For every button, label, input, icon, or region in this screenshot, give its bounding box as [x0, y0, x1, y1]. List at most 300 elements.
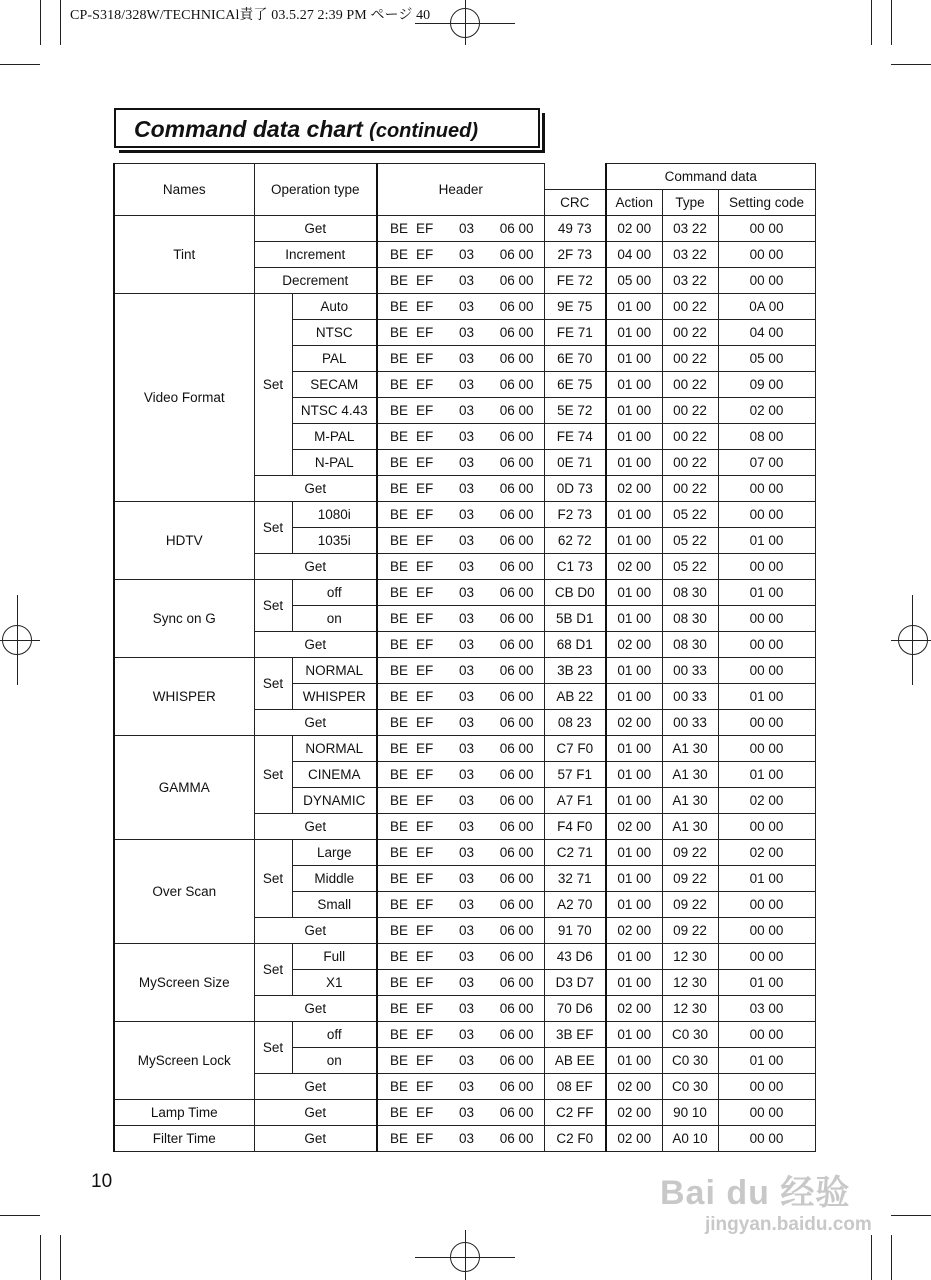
registration-mark [465, 0, 466, 45]
cell-crc: FE 72 [544, 268, 606, 294]
table-row [114, 658, 815, 684]
header-byte: 06 00 [499, 299, 534, 314]
cell-operation: Set [254, 658, 292, 710]
watermark-url: jingyan.baidu.com [705, 1214, 872, 1235]
header-bytes [378, 377, 544, 392]
cell-sub-operation: on [292, 606, 377, 632]
cell-action: 01 00 [606, 892, 662, 918]
header-byte: BE [390, 325, 409, 340]
header-byte-group [390, 403, 433, 418]
header-byte: BE [390, 221, 409, 236]
cell-operation: Decrement [254, 268, 377, 294]
cell-action: 01 00 [606, 1048, 662, 1074]
header-byte: BE [390, 897, 409, 912]
cell-operation: Get [254, 1074, 377, 1100]
cell-type: C0 30 [662, 1074, 718, 1100]
cell-crc: 2F 73 [544, 242, 606, 268]
cell-setting-code: 01 00 [718, 762, 815, 788]
cell-header [377, 320, 544, 346]
cell-crc: AB EE [544, 1048, 606, 1074]
cell-action: 01 00 [606, 944, 662, 970]
registration-mark [17, 595, 18, 685]
cell-type: 00 33 [662, 710, 718, 736]
header-byte: BE [390, 273, 409, 288]
table-row [114, 580, 815, 606]
header-bytes [378, 403, 544, 418]
header-bytes [378, 481, 544, 496]
cell-action: 01 00 [606, 970, 662, 996]
cell-type: 09 22 [662, 840, 718, 866]
cell-header [377, 918, 544, 944]
crop-mark [871, 0, 872, 45]
cell-header [377, 216, 544, 242]
col-command-data: Command data [606, 164, 815, 190]
cell-setting-code: 01 00 [718, 684, 815, 710]
header-byte: 03 [458, 325, 474, 340]
header-byte: EF [416, 403, 434, 418]
header-byte: EF [416, 559, 434, 574]
cell-type: 12 30 [662, 944, 718, 970]
col-operation-type: Operation type [254, 164, 377, 216]
header-byte: BE [390, 689, 409, 704]
header-byte: 06 00 [499, 793, 534, 808]
header-byte: BE [390, 299, 409, 314]
cell-action: 01 00 [606, 320, 662, 346]
header-byte: 03 [458, 689, 474, 704]
cell-header [377, 398, 544, 424]
cell-sub-operation: off [292, 1022, 377, 1048]
cell-crc: FE 71 [544, 320, 606, 346]
header-byte: EF [416, 923, 434, 938]
header-byte: BE [390, 767, 409, 782]
cell-type: A1 30 [662, 736, 718, 762]
header-byte-group [390, 1001, 433, 1016]
header-byte: 06 00 [499, 767, 534, 782]
header-byte: 06 00 [499, 871, 534, 886]
header-byte-group [390, 377, 433, 392]
cell-setting-code: 00 00 [718, 944, 815, 970]
header-bytes [378, 1001, 544, 1016]
cell-type: A0 10 [662, 1126, 718, 1152]
cell-action: 02 00 [606, 1074, 662, 1100]
header-byte: EF [416, 1079, 434, 1094]
cell-operation: Get [254, 814, 377, 840]
cell-action: 01 00 [606, 866, 662, 892]
col-names: Names [114, 164, 254, 216]
cell-type: 03 22 [662, 242, 718, 268]
header-byte: 06 00 [499, 533, 534, 548]
col-type: Type [662, 190, 718, 216]
cell-header [377, 1022, 544, 1048]
header-byte: 03 [458, 949, 474, 964]
cell-type: C0 30 [662, 1022, 718, 1048]
cell-crc: F4 F0 [544, 814, 606, 840]
cell-setting-code: 00 00 [718, 1100, 815, 1126]
cell-header [377, 1100, 544, 1126]
header-bytes [378, 429, 544, 444]
header-byte: 03 [458, 481, 474, 496]
page-number: 10 [91, 1171, 113, 1192]
header-bytes [378, 897, 544, 912]
header-byte-group [390, 299, 433, 314]
header-byte: BE [390, 793, 409, 808]
cell-name: Filter Time [114, 1126, 254, 1152]
cell-operation: Get [254, 554, 377, 580]
header-byte-group [390, 1053, 433, 1068]
cell-crc: 43 D6 [544, 944, 606, 970]
cell-operation: Get [254, 1126, 377, 1152]
header-bytes [378, 819, 544, 834]
header-byte: 03 [458, 299, 474, 314]
cell-setting-code: 00 00 [718, 554, 815, 580]
header-byte: BE [390, 559, 409, 574]
header-bytes [378, 351, 544, 366]
header-bytes [378, 715, 544, 730]
header-byte-group [390, 923, 433, 938]
header-byte: 06 00 [499, 1053, 534, 1068]
header-byte: EF [416, 585, 434, 600]
table-row [114, 840, 815, 866]
header-bytes [378, 1079, 544, 1094]
cell-name: Tint [114, 216, 254, 294]
cell-name: HDTV [114, 502, 254, 580]
cell-setting-code: 00 00 [718, 1126, 815, 1152]
header-bytes [378, 1105, 544, 1120]
header-bytes [378, 793, 544, 808]
header-bytes [378, 1131, 544, 1146]
cell-crc: 5E 72 [544, 398, 606, 424]
cell-sub-operation: N-PAL [292, 450, 377, 476]
cell-action: 02 00 [606, 710, 662, 736]
header-byte-group [390, 689, 433, 704]
cell-header [377, 502, 544, 528]
cell-crc: 0E 71 [544, 450, 606, 476]
cell-type: 09 22 [662, 892, 718, 918]
registration-mark [465, 1230, 466, 1280]
header-byte-group [390, 793, 433, 808]
cell-header [377, 996, 544, 1022]
header-byte: 06 00 [499, 325, 534, 340]
cell-setting-code: 00 00 [718, 918, 815, 944]
cell-operation: Set [254, 502, 292, 554]
crop-mark [60, 0, 61, 45]
cell-action: 02 00 [606, 1100, 662, 1126]
cell-action: 01 00 [606, 398, 662, 424]
header-byte: 06 00 [499, 663, 534, 678]
cell-type: 00 22 [662, 450, 718, 476]
header-byte-group [390, 273, 433, 288]
cell-name: Sync on G [114, 580, 254, 658]
cell-crc: 91 70 [544, 918, 606, 944]
header-byte-group [390, 351, 433, 366]
cell-type: C0 30 [662, 1048, 718, 1074]
header-bytes [378, 247, 544, 262]
cell-type: 12 30 [662, 996, 718, 1022]
header-byte-group [390, 455, 433, 470]
cell-type: 09 22 [662, 918, 718, 944]
header-byte: 06 00 [499, 689, 534, 704]
cell-name: GAMMA [114, 736, 254, 840]
cell-action: 02 00 [606, 476, 662, 502]
cell-type: 00 22 [662, 398, 718, 424]
table-row [114, 1022, 815, 1048]
cell-action: 01 00 [606, 762, 662, 788]
header-byte: 03 [458, 975, 474, 990]
header-byte: 06 00 [499, 1079, 534, 1094]
registration-mark [891, 640, 931, 641]
cell-crc: 70 D6 [544, 996, 606, 1022]
cell-setting-code: 02 00 [718, 788, 815, 814]
table-row [114, 294, 815, 320]
cell-header [377, 1048, 544, 1074]
cell-header [377, 762, 544, 788]
cell-header [377, 840, 544, 866]
header-byte: BE [390, 1131, 409, 1146]
cell-setting-code: 01 00 [718, 1048, 815, 1074]
header-bytes [378, 221, 544, 236]
header-byte: BE [390, 663, 409, 678]
header-byte: BE [390, 507, 409, 522]
header-byte: EF [416, 481, 434, 496]
header-byte-group [390, 1105, 433, 1120]
header-bytes [378, 559, 544, 574]
cell-type: 00 33 [662, 684, 718, 710]
header-byte-group [390, 767, 433, 782]
col-action: Action [606, 190, 662, 216]
header-byte-group [390, 507, 433, 522]
cell-operation: Get [254, 216, 377, 242]
cell-crc: D3 D7 [544, 970, 606, 996]
cell-operation: Get [254, 996, 377, 1022]
cell-crc: FE 74 [544, 424, 606, 450]
cell-crc: C7 F0 [544, 736, 606, 762]
header-byte-group [390, 429, 433, 444]
cell-setting-code: 05 00 [718, 346, 815, 372]
header-byte: 03 [458, 819, 474, 834]
cell-sub-operation: Auto [292, 294, 377, 320]
cell-setting-code: 0A 00 [718, 294, 815, 320]
col-blank [544, 164, 606, 190]
header-byte: 06 00 [499, 897, 534, 912]
header-byte-group [390, 611, 433, 626]
header-bytes [378, 741, 544, 756]
cell-header [377, 684, 544, 710]
header-byte: BE [390, 403, 409, 418]
header-byte-group [390, 481, 433, 496]
header-byte: EF [416, 1131, 434, 1146]
cell-action: 01 00 [606, 658, 662, 684]
header-byte: EF [416, 273, 434, 288]
header-bytes [378, 845, 544, 860]
header-byte: 06 00 [499, 377, 534, 392]
header-byte: 06 00 [499, 429, 534, 444]
header-byte: BE [390, 1027, 409, 1042]
cell-action: 02 00 [606, 216, 662, 242]
header-byte: BE [390, 455, 409, 470]
table-row [114, 1100, 815, 1126]
header-byte: 03 [458, 351, 474, 366]
cell-action: 02 00 [606, 918, 662, 944]
header-byte: EF [416, 533, 434, 548]
cell-sub-operation: on [292, 1048, 377, 1074]
cell-action: 04 00 [606, 242, 662, 268]
header-byte: 03 [458, 793, 474, 808]
cell-operation: Get [254, 1100, 377, 1126]
header-byte: EF [416, 819, 434, 834]
cell-operation: Set [254, 736, 292, 814]
header-bytes [378, 923, 544, 938]
header-byte: 03 [458, 1001, 474, 1016]
cell-header [377, 658, 544, 684]
crop-mark [871, 1235, 872, 1280]
header-byte: 06 00 [499, 507, 534, 522]
cell-sub-operation: M-PAL [292, 424, 377, 450]
header-byte: BE [390, 1001, 409, 1016]
header-byte: EF [416, 377, 434, 392]
crop-mark [0, 1215, 40, 1216]
header-byte: BE [390, 715, 409, 730]
cell-crc: C1 73 [544, 554, 606, 580]
table-row [114, 1126, 815, 1152]
table-row [114, 944, 815, 970]
cell-crc: C2 F0 [544, 1126, 606, 1152]
cell-type: 00 22 [662, 424, 718, 450]
header-byte-group [390, 559, 433, 574]
cell-crc: 68 D1 [544, 632, 606, 658]
cell-action: 02 00 [606, 1126, 662, 1152]
cell-header [377, 554, 544, 580]
cell-operation: Set [254, 580, 292, 632]
header-byte: 03 [458, 585, 474, 600]
cell-sub-operation: X1 [292, 970, 377, 996]
header-byte: 03 [458, 377, 474, 392]
cell-crc: 9E 75 [544, 294, 606, 320]
header-byte: 06 00 [499, 1027, 534, 1042]
header-byte: 06 00 [499, 455, 534, 470]
header-byte: EF [416, 663, 434, 678]
header-byte: 06 00 [499, 1131, 534, 1146]
header-byte: 06 00 [499, 247, 534, 262]
cell-crc: 08 EF [544, 1074, 606, 1100]
header-byte: EF [416, 325, 434, 340]
header-byte-group [390, 975, 433, 990]
header-byte: EF [416, 611, 434, 626]
header-byte: BE [390, 1053, 409, 1068]
cell-header [377, 814, 544, 840]
header-byte: 03 [458, 897, 474, 912]
cell-header [377, 606, 544, 632]
header-byte: 03 [458, 533, 474, 548]
cell-type: 08 30 [662, 606, 718, 632]
header-byte: BE [390, 1079, 409, 1094]
cell-operation: Get [254, 632, 377, 658]
cell-header [377, 346, 544, 372]
header-bytes [378, 637, 544, 652]
cell-setting-code: 00 00 [718, 814, 815, 840]
header-bytes [378, 533, 544, 548]
cell-crc: A7 F1 [544, 788, 606, 814]
header-byte: BE [390, 975, 409, 990]
cell-name: MyScreen Lock [114, 1022, 254, 1100]
cell-type: A1 30 [662, 814, 718, 840]
cell-crc: 6E 70 [544, 346, 606, 372]
header-bytes [378, 767, 544, 782]
header-byte: 03 [458, 923, 474, 938]
cell-crc: A2 70 [544, 892, 606, 918]
header-byte: 03 [458, 1053, 474, 1068]
cell-header [377, 294, 544, 320]
header-byte: 03 [458, 1105, 474, 1120]
cell-crc: C2 71 [544, 840, 606, 866]
cell-type: 03 22 [662, 268, 718, 294]
header-bytes [378, 273, 544, 288]
header-bytes [378, 1027, 544, 1042]
header-byte: BE [390, 585, 409, 600]
cell-setting-code: 00 00 [718, 476, 815, 502]
header-byte: 03 [458, 221, 474, 236]
cell-crc: F2 73 [544, 502, 606, 528]
header-byte: 06 00 [499, 403, 534, 418]
cell-sub-operation: DYNAMIC [292, 788, 377, 814]
watermark-logo: Bai du 经验 [660, 1174, 851, 1212]
header-byte: BE [390, 845, 409, 860]
header-byte: 06 00 [499, 845, 534, 860]
cell-sub-operation: NORMAL [292, 658, 377, 684]
cell-action: 02 00 [606, 996, 662, 1022]
header-byte-group [390, 221, 433, 236]
cell-crc: 57 F1 [544, 762, 606, 788]
header-byte-group [390, 1079, 433, 1094]
header-bytes [378, 1053, 544, 1068]
cell-crc: AB 22 [544, 684, 606, 710]
cell-operation: Set [254, 944, 292, 996]
cell-setting-code: 00 00 [718, 216, 815, 242]
cell-crc: 32 71 [544, 866, 606, 892]
header-byte: EF [416, 949, 434, 964]
header-byte-group [390, 637, 433, 652]
header-byte-group [390, 533, 433, 548]
cell-action: 01 00 [606, 606, 662, 632]
cell-action: 02 00 [606, 554, 662, 580]
cell-type: 00 22 [662, 346, 718, 372]
header-byte: 06 00 [499, 221, 534, 236]
cell-type: 00 22 [662, 372, 718, 398]
cell-header [377, 736, 544, 762]
cell-header [377, 970, 544, 996]
cell-type: 08 30 [662, 580, 718, 606]
cell-sub-operation: NTSC [292, 320, 377, 346]
cell-sub-operation: NTSC 4.43 [292, 398, 377, 424]
cell-setting-code: 01 00 [718, 970, 815, 996]
cell-setting-code: 02 00 [718, 398, 815, 424]
header-byte-group [390, 247, 433, 262]
cell-operation: Get [254, 476, 377, 502]
header-byte: EF [416, 975, 434, 990]
cell-header [377, 268, 544, 294]
cell-sub-operation: CINEMA [292, 762, 377, 788]
header-byte-group [390, 845, 433, 860]
header-byte: BE [390, 429, 409, 444]
cell-type: 05 22 [662, 502, 718, 528]
header-byte: EF [416, 793, 434, 808]
header-byte: EF [416, 845, 434, 860]
cell-crc: 08 23 [544, 710, 606, 736]
cell-crc: C2 FF [544, 1100, 606, 1126]
cell-action: 01 00 [606, 788, 662, 814]
header-byte: 03 [458, 767, 474, 782]
cell-setting-code: 00 00 [718, 736, 815, 762]
cell-action: 01 00 [606, 528, 662, 554]
